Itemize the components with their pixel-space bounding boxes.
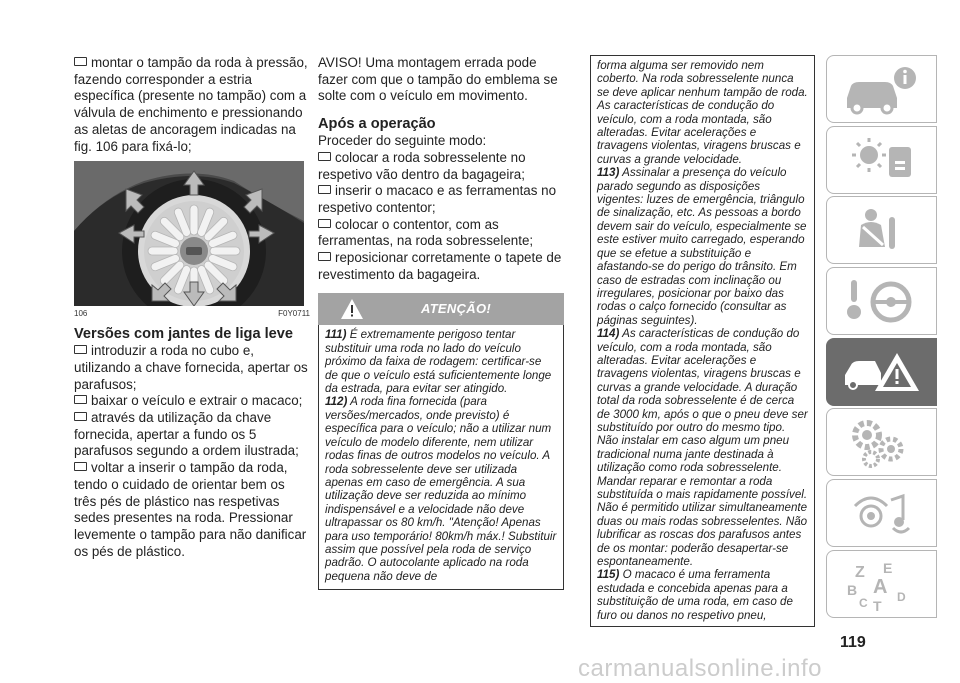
figure-wheel-cover xyxy=(74,161,304,306)
svg-text:Z: Z xyxy=(855,563,865,581)
bullet-item: através da utilização da chave fornecida, apertar a fundo os 5 parafusos segundo a ordem ilustrada; xyxy=(74,410,299,459)
checkbox-bullet-icon xyxy=(318,219,331,228)
warning-continuation: forma alguma ser removido nem coberto. Na roda sobresselente nunca se deve aplicar nenhum tampão de roda. As características de condução do veículo, com a roda montada, são alteradas. Evitar acelerações e travagens violentas, viragens bruscas e curvas a grande velocidade. xyxy=(597,59,808,166)
bullet-item: montar o tampão da roda à pressão, fazendo corresponder a estria específica (presente no tampão) com a válvula de enchimento e pressionando as aletas de ancoragem indicadas na fig. 106 para fixá-lo; xyxy=(74,55,308,154)
column-3 xyxy=(590,55,815,627)
tab-maintenance[interactable] xyxy=(826,408,937,476)
page-number: 119 xyxy=(840,634,866,651)
checkbox-bullet-icon xyxy=(74,395,87,404)
bullet-item: baixar o veículo e extrair o macaco; xyxy=(74,393,310,410)
tab-multimedia[interactable] xyxy=(826,479,937,547)
svg-text:D: D xyxy=(897,589,906,604)
bullet-item: voltar a inserir o tampão da roda, tendo o cuidado de orientar bem os três pés de plástico nas respetivas sedes presentes na roda. Pressionar levemente o tampão para não danificar os pés de plástico. xyxy=(74,460,307,559)
checkbox-bullet-icon xyxy=(74,462,87,471)
svg-text:T: T xyxy=(873,597,882,613)
warning-item-114: 114) As características de condução do veículo, com a roda montada, são alteradas. Evitar acelerações e travagens violentas, viragens bruscas e curvas a grande velocidade. A duração total da roda sobresselente é de cerca de 3000 km, após o que o pneu deve ser substituído por outro do mesmo tipo. Não instalar em caso algum um pneu tradicional numa jante destinada à utilização como roda sobresselente. Mandar reparar e remontar a roda substituída o mais rapidamente possível. Não é permitido utilizar simultaneamente duas ou mais rodas sobresselentes. Não lubrificar as roscas dos parafusos antes de os montar: poderão desapertar-se espontaneamente. xyxy=(597,327,808,569)
svg-text:E: E xyxy=(883,559,893,576)
wheel-illustration xyxy=(74,161,304,306)
warning-header xyxy=(318,293,564,325)
tab-steering-start[interactable] xyxy=(826,267,937,335)
column-1 xyxy=(74,55,310,560)
warning-item-113: 113) Assinalar a presença do veículo parado segundo as disposições vigentes: luzes de emergência, triângulo de sinalização, etc. As pessoas a bordo devem sair do veículo, especialmente se este estiver muito carregado, esperando que se efetue a substituição e afastando-se do perigo do trânsito. Em caso de estradas com inclinação ou irregulares, posicionar por baixo das rodas o calço fornecido (consultar as páginas seguintes). xyxy=(597,166,807,327)
checkbox-bullet-icon xyxy=(74,57,87,66)
bullet-item: colocar o contentor, com as ferramentas, na roda sobresselente; xyxy=(318,216,534,249)
maintenance-gears-icon xyxy=(841,415,921,471)
svg-text:B: B xyxy=(847,581,858,598)
checkbox-bullet-icon xyxy=(318,185,331,194)
figure-number: 106 xyxy=(74,309,88,319)
warning-item-112: 112) A roda fina fornecida (para versões/mercados, onde previsto) é específica para o veículo; não a utilizar num veículo de modelo diferente, nem utilizar rodas finas de outros modelos no veículo. A roda sobresselente deve ser utilizada apenas em caso de emergência. A sua utilização deve ser reduzida ao mínimo indispensável e a velocidade não deve ultrapassar os 80 km/h. "Atenção! Apenas para uso temporário! 80km/h máx.! Substituir assim que possível pela roda de serviço padrão. O autocolante aplicado na roda pequena não deve de xyxy=(325,395,557,583)
warning-item-111: 111) É extremamente perigoso tentar substituir uma roda no lado do veículo próximo da faixa de rodagem: certificar-se de que o veículo está suficientemente longe da estrada, para evitar ser atingido. xyxy=(325,328,552,396)
emergency-triangle-icon xyxy=(841,345,921,401)
svg-text:C: C xyxy=(859,595,868,610)
dashboard-lights-icon xyxy=(841,133,921,189)
checkbox-bullet-icon xyxy=(74,412,87,421)
bullet-item: reposicionar corretamente o tapete de revestimento da bagageira. xyxy=(318,250,562,282)
bullet-item: inserir o macaco e as ferramentas no respetivo contentor; xyxy=(318,183,557,215)
car-info-icon xyxy=(841,62,921,118)
checkbox-bullet-icon xyxy=(318,252,331,261)
index-letters-icon xyxy=(841,557,921,613)
tab-dashboard-lights[interactable] xyxy=(826,126,937,194)
warning-item-115: 115) O macaco é uma ferramenta estudada e concebida apenas para a substituição de uma roda, em caso de furo ou danos no respetivo pneu, xyxy=(597,568,793,622)
intro-text: Proceder do seguinte modo: xyxy=(318,133,487,149)
checkbox-bullet-icon xyxy=(318,152,331,161)
steering-start-icon xyxy=(841,274,921,330)
chapter-tabs xyxy=(826,55,937,621)
column-2 xyxy=(318,55,564,590)
figure-code: F0Y0711 xyxy=(278,309,310,319)
tab-seat-safety[interactable] xyxy=(826,196,937,264)
tab-car-info[interactable] xyxy=(826,55,937,123)
figure-caption xyxy=(74,309,310,319)
seat-safety-icon xyxy=(841,203,921,259)
section-heading: Versões com jantes de liga leve xyxy=(74,326,294,343)
svg-text:A: A xyxy=(873,575,888,598)
warning-box-continued xyxy=(590,55,815,627)
tab-index[interactable] xyxy=(826,550,937,618)
warning-title: ATENÇÃO! xyxy=(420,301,492,317)
checkbox-bullet-icon xyxy=(74,345,87,354)
aviso-paragraph: AVISO! Uma montagem errada pode fazer com que o tampão do emblema se solte com o veículo em movimento. xyxy=(318,55,558,104)
section-heading: Após a operação xyxy=(318,116,436,133)
warning-box xyxy=(318,325,564,590)
tab-emergency[interactable] xyxy=(826,338,937,406)
bullet-item: introduzir a roda no cubo e, utilizando a chave fornecida, apertar os parafusos; xyxy=(74,343,308,392)
bullet-item: colocar a roda sobresselente no respetivo vão dentro da bagageira; xyxy=(318,149,526,182)
multimedia-icon xyxy=(841,486,921,542)
watermark-text: carmanualsonline.info xyxy=(578,655,822,682)
